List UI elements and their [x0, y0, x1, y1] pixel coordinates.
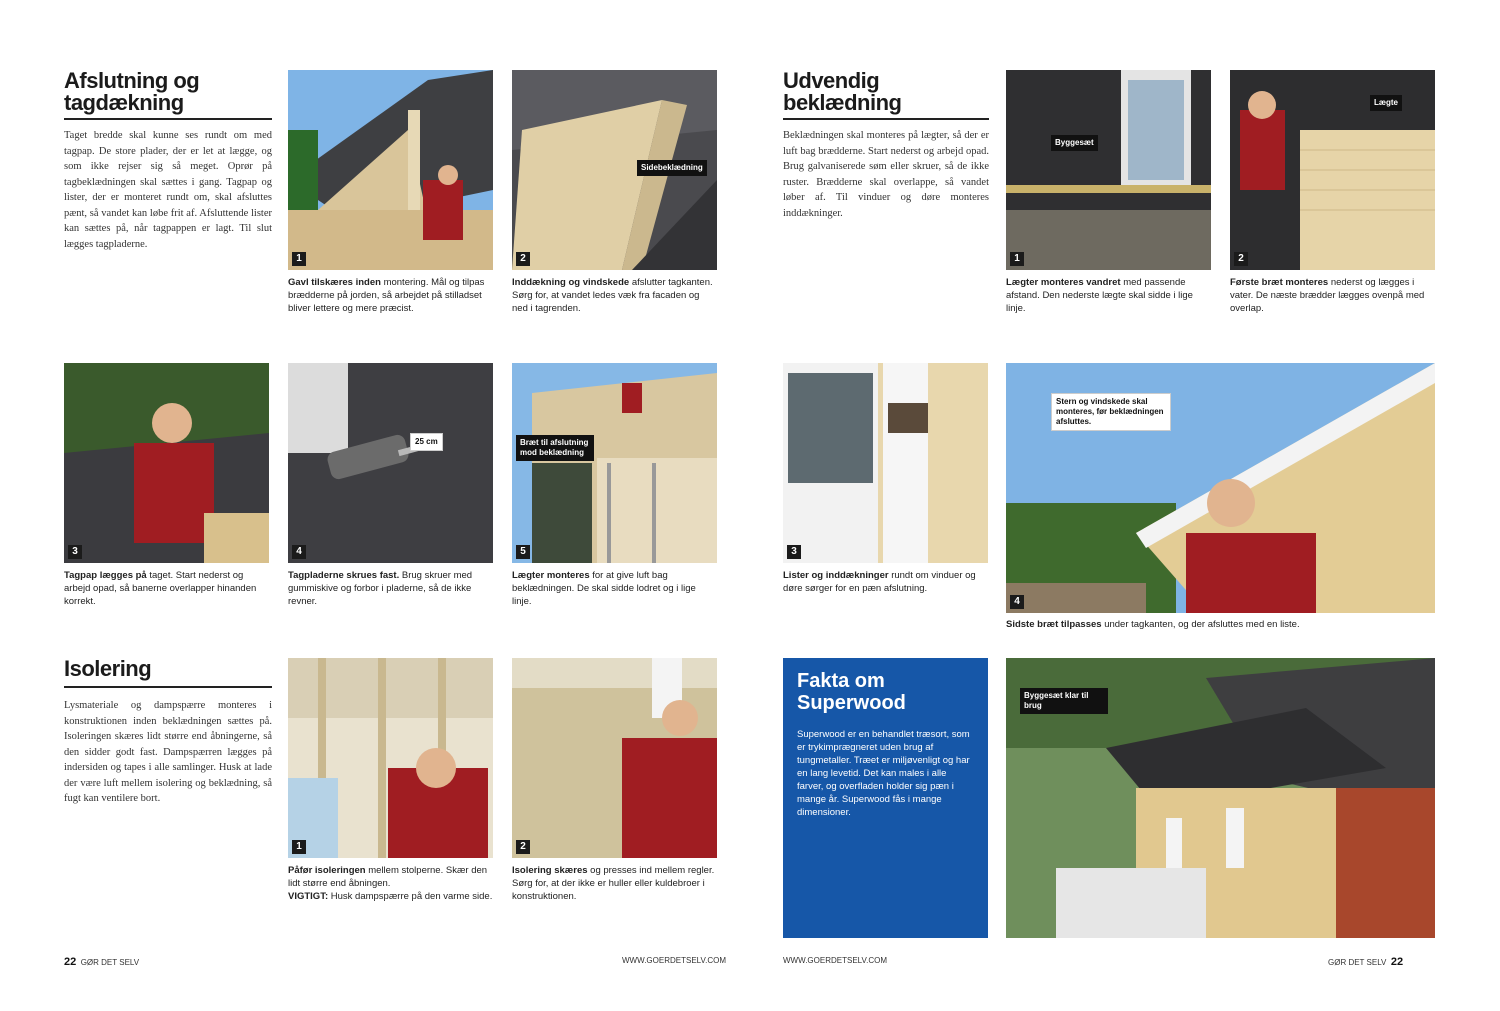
photo-number: 1	[1010, 252, 1024, 266]
fact-box-text: Superwood er en behandlet træsort, som er trykimprægneret uden brug af tungmetaller. Træet er miljøvenligt og har en lang levetid. Det kan males i alle farver, og overfladen holder sig pæn i mange år. Superwood fås i mange dimensioner.	[797, 729, 970, 818]
photo-number: 3	[68, 545, 82, 559]
photo-caption: Lægter monteres vandret med passende afstand. Den nederste lægte skal sidde i lige linje.	[1006, 277, 1193, 314]
footer-url-right: WWW.GOERDETSELV.COM	[783, 956, 888, 965]
photo-gable-step1	[288, 70, 493, 270]
photo-number: 2	[1234, 252, 1248, 266]
photo-label: Lægte	[1370, 95, 1402, 111]
heading-rule	[64, 686, 272, 688]
photo-number: 2	[516, 252, 530, 266]
photo-caption: Lister og inddækninger rundt om vinduer og døre sørger for en pæn afslutning.	[783, 570, 976, 594]
photo-roofing-step3	[64, 363, 269, 563]
photo-drill-step4	[288, 363, 493, 563]
photo-label: Byggesæt klar til brug	[1020, 688, 1108, 714]
body-text-beklaedning: Beklædningen skal monteres på lægter, så der er luft bag brædderne. Start nederst og arbejd opad. Brug galvaniserede søm eller skruer, så de ikke ruster. Brædderne skal overlappe, så vandet løber af. Til vinduer og døre monteres inddækninger.	[783, 130, 989, 219]
photo-first-board-step2	[1230, 70, 1435, 270]
photo-battens-step1	[1006, 70, 1211, 270]
photo-window-trim-step3	[783, 363, 988, 563]
photo-caption: Inddækning og vindskede afslutter tagkanten. Sørg for, at vandet ledes væk fra facaden og ned i tagrenden.	[512, 277, 713, 314]
photo-caption: Påfør isoleringen mellem stolperne. Skær den lidt større end åbningen. VIGTIGT: Husk dampspærre på den varme side.	[288, 865, 493, 902]
photo-last-board-step4	[1006, 363, 1435, 613]
photo-number: 3	[787, 545, 801, 559]
photo-number: 1	[292, 840, 306, 854]
footer-url-left: WWW.GOERDETSELV.COM	[622, 956, 727, 965]
photo-insulation-step2	[512, 658, 717, 858]
photo-label: Stern og vindskede skal monteres, før beklædningen afsluttes.	[1051, 393, 1171, 431]
photo-number: 5	[516, 545, 530, 559]
section-heading-beklaedning: Udvendig beklædning	[783, 68, 902, 115]
section-heading-afslutning: Afslutning og tagdækning	[64, 68, 200, 115]
photo-number: 4	[292, 545, 306, 559]
fact-box-superwood	[783, 658, 988, 938]
body-text-afslutning: Taget bredde skal kunne ses rundt om med tagpap. De store plader, der er let at lægge, og som ikke rejser sig så meget. Oprør på tagbeklædningen skal sættes i gang. Tagpap og lister, der er monteret rundt om, skal afsluttes pænt, så vandet kan løbe frit af. Afsluttende lister kan sættes på, når tagpappen er lagt. Til slut lægges tagpladerne.	[64, 130, 272, 250]
footer-left: 22 GØR DET SELV	[64, 956, 140, 968]
photo-finished-building	[1006, 658, 1435, 938]
photo-caption: Isolering skæres og presses ind mellem regler. Sørg for, at der ikke er huller eller kuldebroer i konstruktionen.	[512, 865, 715, 902]
section-heading-isolering: Isolering	[64, 656, 152, 681]
heading-rule	[783, 118, 989, 120]
photo-caption: Første bræt monteres nederst og lægges i vater. De næste brædder lægges ovenpå med overlap.	[1230, 277, 1425, 314]
photo-label: Sidebeklædning	[637, 160, 707, 176]
photo-scaffold-step5	[512, 363, 717, 563]
photo-number: 4	[1010, 595, 1024, 609]
photo-caption: Gavl tilskæres inden montering. Mål og tilpas brædderne på jorden, så arbejdet på stilladset bliver lettere og mere præcist.	[288, 277, 485, 314]
photo-caption: Tagpap lægges på taget. Start nederst og arbejd opad, så banerne overlapper hinanden korrekt.	[64, 570, 257, 607]
photo-label: Bræt til afslutning mod beklædning	[516, 435, 594, 461]
photo-number: 1	[292, 252, 306, 266]
photo-caption: Sidste bræt tilpasses under tagkanten, og der afsluttes med en liste.	[1006, 619, 1300, 630]
photo-insulation-step1	[288, 658, 493, 858]
photo-label: 25 cm	[410, 433, 443, 451]
photo-label: Byggesæt	[1051, 135, 1098, 151]
heading-rule	[64, 118, 272, 120]
photo-caption: Lægter monteres for at give luft bag beklædningen. De skal sidde lodret og i lige linje.	[512, 570, 696, 607]
photo-caption: Tagpladerne skrues fast. Brug skruer med gummiskive og forbor i pladerne, så de ikke revner.	[288, 570, 473, 607]
photo-roof-step2	[512, 70, 717, 270]
fact-box-title: Fakta om Superwood	[797, 670, 906, 714]
footer-right: GØR DET SELV 22	[1328, 956, 1404, 968]
photo-number: 2	[516, 840, 530, 854]
body-text-isolering: Lysmateriale og dampspærre monteres i konstruktionen inden beklædningen sættes på. Isoleringen skæres lidt større end åbningerne, så den sidder godt fast. Dampspærren lægges på indersiden og tapes i alle samlinger. Husk at lade der være luft mellem isolering og beklædning, så fugt kan ventilere bort.	[64, 700, 272, 804]
